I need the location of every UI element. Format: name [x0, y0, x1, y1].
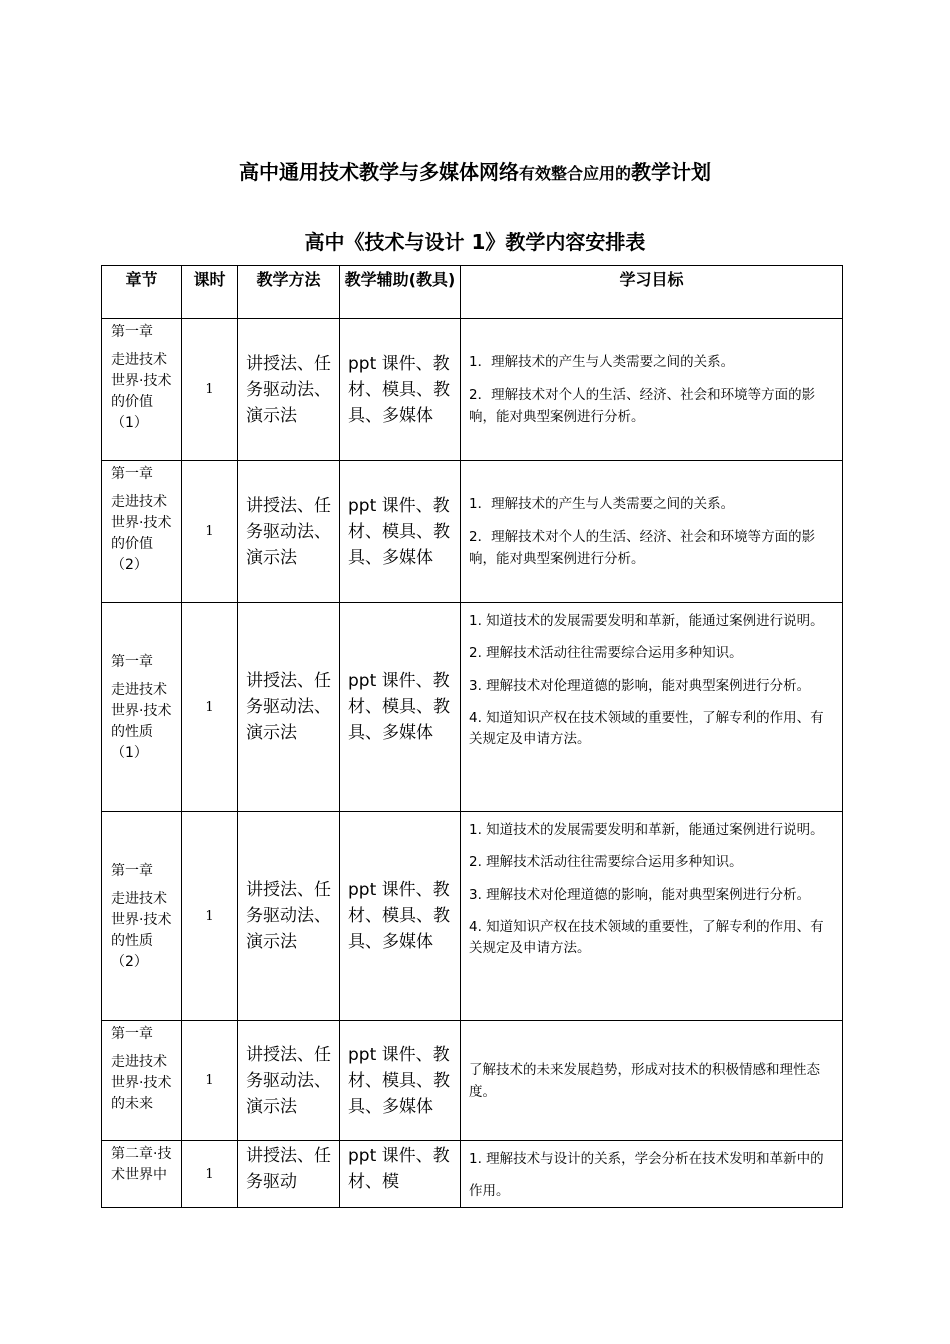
chapter-label: 第一章 [111, 324, 153, 340]
goals-cell [461, 1021, 843, 1141]
chapter-label: 第一章 [111, 653, 153, 670]
hours-cell: 1 [182, 812, 238, 1021]
title-end: 教学计划 [631, 160, 711, 184]
goal-item: 3. 理解技术对伦理道德的影响，能对典型案例进行分析。 [469, 887, 811, 903]
goal-item: 1. 理解技术与设计的关系，学会分析在技术发明和革新中的作用。 [469, 1151, 824, 1199]
hours-cell: 1 [182, 461, 238, 603]
section-label: 走进技术世界·技术的价值（2） [111, 494, 172, 573]
chapter-cell [102, 1141, 182, 1208]
table-row [102, 1141, 843, 1208]
goal-item: 1．理解技术的产生与人类需要之间的关系。 [469, 354, 735, 370]
chapter-label: 第一章 [111, 862, 153, 879]
table-row [102, 812, 843, 1021]
table-row [102, 603, 843, 812]
aids-cell: ppt 课件、教材、模具、教具、多媒体 [340, 1021, 461, 1141]
hours-cell: 1 [182, 319, 238, 461]
table-row [102, 1021, 843, 1141]
header-hours: 课时 [182, 266, 238, 319]
chapter-cell [102, 319, 182, 461]
hours-cell: 1 [182, 1141, 238, 1208]
method-cell: 讲授法、任务驱动法、演示法 [238, 1021, 340, 1141]
method-cell: 讲授法、任务驱动法、演示法 [238, 812, 340, 1021]
method-cell: 讲授法、任务驱动法、演示法 [238, 319, 340, 461]
section-label: 走进技术世界·技术的性质（2） [111, 890, 172, 970]
chapter-cell [102, 1021, 182, 1141]
goal-item: 1．理解技术的产生与人类需要之间的关系。 [469, 496, 735, 512]
chapter-cell [102, 812, 182, 1021]
goal-item: 了解技术的未来发展趋势，形成对技术的积极情感和理性态度。 [469, 1061, 820, 1100]
aids-cell: ppt 课件、教材、模具、教具、多媒体 [340, 603, 461, 812]
chapter-label: 第二章·技术世界中 [111, 1146, 172, 1183]
aids-cell: ppt 课件、教材、模具、教具、多媒体 [340, 319, 461, 461]
goal-item: 2．理解技术对个人的生活、经济、社会和环境等方面的影响，能对典型案例进行分析。 [469, 387, 816, 425]
aids-cell: ppt 课件、教材、模具、教具、多媒体 [340, 812, 461, 1021]
header-goals: 学习目标 [461, 266, 843, 319]
goal-item: 2．理解技术对个人的生活、经济、社会和环境等方面的影响，能对典型案例进行分析。 [469, 529, 816, 567]
goals-cell [461, 603, 843, 812]
schedule-table [101, 265, 843, 1208]
goals-cell [461, 1141, 843, 1208]
table-row [102, 461, 843, 603]
chapter-label: 第一章 [111, 466, 153, 482]
table-title: 高中《技术与设计 1》教学内容安排表 [304, 230, 646, 254]
goal-item: 1. 知道技术的发展需要发明和革新，能通过案例进行说明。 [469, 613, 824, 629]
header-method: 教学方法 [238, 266, 340, 319]
goal-item: 2. 理解技术活动往往需要综合运用多种知识。 [469, 854, 743, 870]
header-chapter: 章节 [102, 266, 182, 319]
method-cell: 讲授法、任务驱动 [238, 1141, 340, 1208]
aids-cell: ppt 课件、教材、模 [340, 1141, 461, 1208]
goal-item: 2. 理解技术活动往往需要综合运用多种知识。 [469, 645, 743, 661]
goal-item: 4. 知道知识产权在技术领域的重要性，了解专利的作用、有关规定及申请方法。 [469, 710, 824, 747]
aids-cell: ppt 课件、教材、模具、教具、多媒体 [340, 461, 461, 603]
chapter-cell [102, 603, 182, 812]
section-label: 走进技术世界·技术的性质（1） [111, 681, 172, 761]
header-aids: 教学辅助(教具) [340, 266, 461, 319]
goal-item: 3. 理解技术对伦理道德的影响，能对典型案例进行分析。 [469, 678, 811, 694]
title-main: 高中通用技术教学与多媒体网络 [238, 160, 519, 184]
document-title [0, 156, 950, 185]
table-row [102, 319, 843, 461]
chapter-cell [102, 461, 182, 603]
section-label: 走进技术世界·技术的价值（1） [111, 352, 172, 431]
hours-cell: 1 [182, 1021, 238, 1141]
chapter-label: 第一章 [111, 1026, 153, 1042]
title-tail: 有效整合应用的 [518, 164, 631, 183]
goals-cell [461, 812, 843, 1021]
section-label: 走进技术世界·技术的未来 [111, 1054, 172, 1112]
method-cell: 讲授法、任务驱动法、演示法 [238, 603, 340, 812]
method-cell: 讲授法、任务驱动法、演示法 [238, 461, 340, 603]
goals-cell [461, 461, 843, 603]
goals-cell [461, 319, 843, 461]
goal-item: 1. 知道技术的发展需要发明和革新，能通过案例进行说明。 [469, 822, 824, 838]
header-row [102, 266, 843, 319]
hours-cell: 1 [182, 603, 238, 812]
goal-item: 4. 知道知识产权在技术领域的重要性，了解专利的作用、有关规定及申请方法。 [469, 919, 824, 956]
